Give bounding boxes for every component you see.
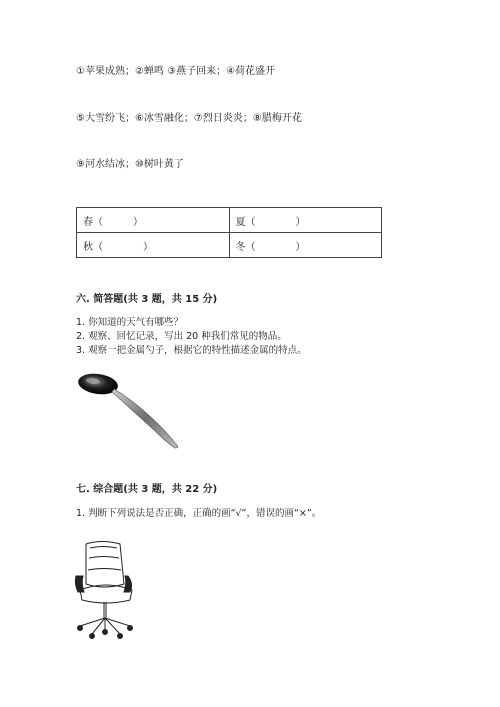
- cell-summer[interactable]: 夏（ ）: [229, 208, 382, 233]
- question-6-1: 1. 你知道的天气有哪些？: [76, 317, 184, 328]
- item-line-3: ⑨河水结冰；⑩树叶黄了: [76, 159, 184, 170]
- item-line-1: ①苹果成熟；②蝉鸣 ③燕子回来；④荷花盛开: [76, 66, 276, 77]
- question-6-3: 3. 观察一把金属勺子，根据它的特性描述金属的特点。: [76, 345, 307, 356]
- cell-spring[interactable]: 春（ ）: [77, 208, 230, 233]
- cell-winter[interactable]: 冬（ ）: [229, 233, 382, 258]
- season-table: [76, 207, 382, 258]
- question-6-2: 2. 观察、回忆记录，写出 20 种我们常见的物品。: [76, 331, 287, 342]
- office-chair-image: [72, 540, 144, 640]
- spoon-image: [76, 372, 184, 452]
- item-line-2: ⑤大雪纷飞；⑥冰雪融化；⑦烈日炎炎；⑧腊梅开花: [76, 113, 302, 124]
- table-row: [77, 233, 382, 258]
- section-7-title: 七. 综合题(共 3 题，共 22 分): [76, 484, 218, 495]
- cell-autumn[interactable]: 秋（ ）: [77, 233, 230, 258]
- question-7-1: 1. 判断下列说法是否正确，正确的画“√”，错误的画“×”。: [76, 508, 322, 519]
- table-row: [77, 208, 382, 233]
- section-6-title: 六. 简答题(共 3 题，共 15 分): [76, 294, 218, 305]
